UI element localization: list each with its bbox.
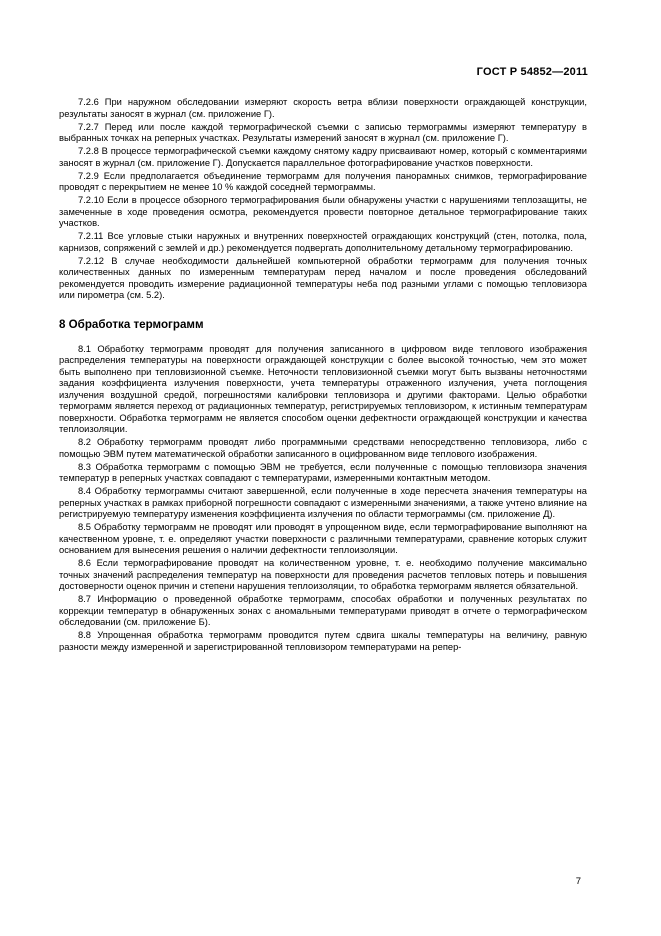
standard-number-header: ГОСТ Р 54852—2011 — [476, 66, 588, 78]
paragraph-8-2: 8.2 Обработку термограмм проводят либо программными средствами непосредственно тепловизора, либо с помощью ЭВМ путем математической обработки записанного в оцифрованном виде теплового изображения. — [59, 437, 587, 459]
page-number: 7 — [575, 876, 581, 887]
paragraph-8-1: 8.1 Обработку термограмм проводят для получения записанного в цифровом виде теплового изображения распределения температуры на поверхности ограждающей конструкции с более высокой точностью, чем это может быть выполнено при тепловизионной съемке. Неточности тепловизионной съемки могут быть вызваны неточностями задания коэффициента излучения поверхности, учета температуры отраженного излучения, учета поглощения излучения воздушной средой, погрешностями калибровки тепловизора и другими факторами. Целью обработки термограмм является переход от радиационных температур, регистрируемых тепловизором, к истинным температурам поверхности. Обработка термограмм не является способом оценки дефектности ограждающей конструкции и качества теплоизоляции. — [59, 343, 587, 434]
paragraph-8-4: 8.4 Обработку термограммы считают завершенной, если полученные в ходе пересчета значения температуры на реперных участках в рамках приборной погрешности совпадают с измеренными значениями, а также учтено влияние на регистрируемую температуру изменения коэффициента излучения по области термограммы (см. приложение Д). — [59, 486, 587, 519]
paragraph-8-5: 8.5 Обработку термограмм не проводят или проводят в упрощенном виде, если термографирование выполняют на качественном уровне, т. е. определяют участки поверхности с различными температурами, сравнение которых служит основанием для вынесения решения о наличии дефектности теплоизоляции. — [59, 522, 587, 555]
section-8-title: 8 Обработка термограмм — [59, 317, 204, 331]
paragraph-8-3: 8.3 Обработка термограмм с помощью ЭВМ не требуется, если полученные с помощью тепловизора значения температур в реперных участках совпадают с температурами, измеренными контактным методом. — [59, 461, 587, 483]
paragraph-8-8: 8.8 Упрощенная обработка термограмм проводится путем сдвига шкалы температуры на величину, равную разности между измеренной и зарегистрированной тепловизором температурами на репер- — [59, 630, 587, 652]
paragraph-7-2-6: 7.2.6 При наружном обследовании измеряют скорость ветра вблизи поверхности ограждающей конструкции, результаты заносят в журнал (см. приложение Г). — [59, 97, 587, 119]
paragraph-7-2-8: 7.2.8 В процессе термографической съемки каждому снятому кадру присваивают номер, который с комментариями заносят в журнал (см. приложение Г). Допускается параллельное фотографирование участков поверхности. — [59, 146, 587, 168]
paragraph-7-2-10: 7.2.10 Если в процессе обзорного термографирования были обнаружены участки с нарушениями теплозащиты, не замеченные в ходе проведения осмотра, рекомендуется провести повторное детальное термографирование таких участков. — [59, 195, 587, 228]
paragraph-8-6: 8.6 Если термографирование проводят на количественном уровне, т. е. необходимо получение максимально точных значений распределения температур на поверхности для проведения расчетов тепловых потерь и повышения достоверности оценок причин и степени нарушения теплоизоляции, то обработка термограмм является обязательной. — [59, 558, 587, 591]
paragraph-7-2-9: 7.2.9 Если предполагается объединение термограмм для получения панорамных снимков, термографирование проводят с перекрытием не менее 10 % каждой соседней термограммы. — [59, 170, 587, 192]
paragraph-7-2-12: 7.2.12 В случае необходимости дальнейшей компьютерной обработки термограмм для получения точных количественных данных по измеренным температурам перед началом и после проведения обследований рекомендуется проводить измерение радиационной температуры неба под разными углами с помощью тепловизора или пирометра (см. 5.2). — [59, 255, 587, 300]
document-body — [59, 97, 587, 655]
paragraph-7-2-7: 7.2.7 Перед или после каждой термографической съемки с записью термограммы измеряют температуру в выбранных точках на реперных участках. Результаты измерений заносят в журнал (см. приложение Г). — [59, 121, 587, 143]
paragraph-7-2-11: 7.2.11 Все угловые стыки наружных и внутренних поверхностей ограждающих конструкций (стен, потолка, пола, карнизов, сопряжений с землей и др.) рекомендуется подвергать дополнительному детальному термографированию. — [59, 231, 587, 253]
paragraph-8-7: 8.7 Информацию о проведенной обработке термограмм, способах обработки и полученных результатах по коррекции температур в обнаруженных зонах с аномальными температурами приводят в отчете о термографическом обследовании (см. приложение Б). — [59, 594, 587, 627]
